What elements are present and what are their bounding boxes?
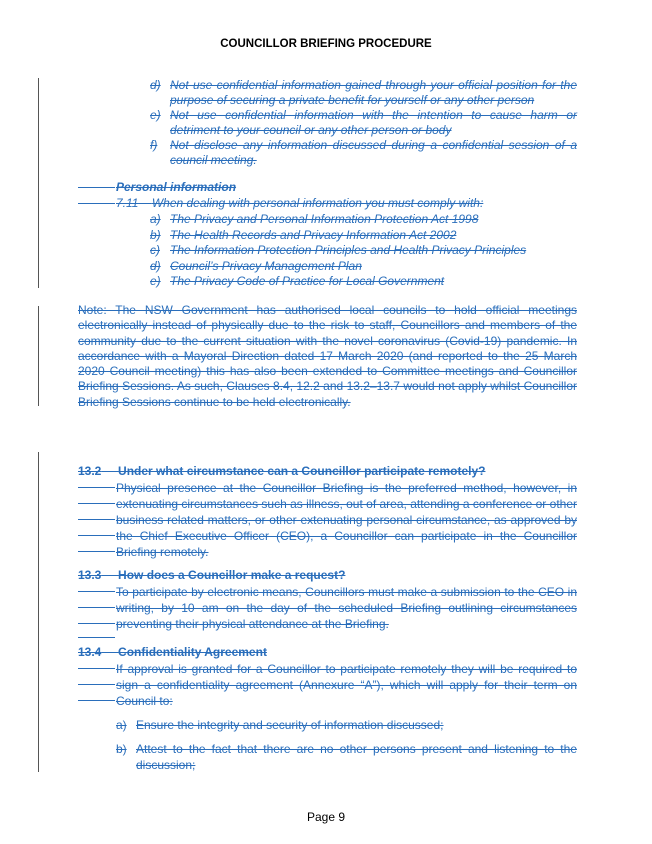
section-number: 13.4 [78, 645, 102, 659]
indent-line [78, 187, 115, 188]
indent-line [78, 684, 115, 685]
covid-note: Note: The NSW Government has authorised local councils to hold official meetings electronically instead of physically due to the risk to staff, Councillors and members of the community due to the current situation with the novel coronavirus (Covid-19) pandemic. In accordance with a Mayoral Direction dated 17 March 2020 (and reported to the 25 March 2020 Council meeting) this has also been extended to Committee meetings and Councillor Briefing Sessions. As such, Clauses 8.4, 12.2 and 13.2–13.7 would not apply whilst Councillor Briefing Sessions continue to be held electronically. [78, 303, 577, 409]
change-bar [38, 306, 39, 406]
item-text: The Privacy and Personal Information Protection Act 1998 [170, 212, 479, 226]
item-text: Council’s Privacy Management Plan [170, 258, 362, 273]
item-text: Ensure the integrity and security of information discussed; [136, 718, 444, 732]
section-13-4-heading [78, 645, 577, 660]
personal-list [150, 212, 577, 290]
indent-line [78, 203, 115, 204]
change-bar [38, 78, 39, 288]
section-13-3-body: To participate by electronic means, Councillors must make a submission to the CEO in writing, by 10 am on the day of the scheduled Briefing outlining circumstances preventing their physical attendance at the Briefing. [116, 585, 577, 631]
item-label: a) [150, 212, 161, 226]
indent-line [78, 591, 115, 592]
section-heading: Confidentiality Agreement [118, 645, 267, 659]
list-item [150, 138, 577, 168]
indent-line [78, 503, 115, 504]
section-13-4-body: If approval is granted for a Councillor to participate remotely they will be required to sign a confidentiality agreement (Annexure “A”), which will apply for their term on Council to: [116, 662, 577, 708]
list-item [150, 78, 577, 108]
item-text: The Privacy Code of Practice for Local Government [170, 274, 445, 288]
item-label: c) [150, 243, 160, 257]
indent-line [78, 668, 115, 669]
item-label: f) [150, 138, 158, 152]
item-label: b) [116, 742, 127, 756]
indent-line [78, 551, 115, 552]
list-item [150, 212, 577, 228]
list-item [150, 259, 577, 275]
item-label: d) [150, 78, 161, 92]
item-label: e) [150, 274, 161, 288]
list-item [116, 741, 577, 773]
list-item [150, 108, 577, 138]
personal-intro [116, 196, 483, 211]
indent-line [78, 700, 115, 701]
item-text: The Information Protection Principles and Health Privacy Principles [170, 243, 527, 257]
personal-number: 7.11 [116, 196, 139, 210]
item-text: Not use confidential information gained through your official position for the purpose of securing a private benefit for yourself or any other person [170, 78, 577, 107]
list-item [116, 717, 577, 733]
personal-heading: Personal information [116, 180, 237, 194]
section-13-3-heading [78, 568, 577, 583]
list-item [150, 274, 577, 290]
list-item [150, 243, 577, 259]
personal-intro-text: When dealing with personal information you must comply with: [151, 196, 484, 210]
section-number: 13.3 [78, 568, 102, 582]
item-label: d) [150, 258, 161, 273]
item-label: e) [150, 108, 161, 122]
page-header-title: COUNCILLOR BRIEFING PROCEDURE [220, 38, 432, 50]
page-number: Page 9 [306, 810, 346, 824]
indent-line [78, 637, 115, 638]
confidential-list [150, 78, 577, 168]
section-13-2-heading [78, 464, 577, 479]
indent-line [78, 519, 115, 520]
indent-line [78, 535, 115, 536]
item-label: a) [116, 718, 127, 732]
section-13-2-body: Physical presence at the Councillor Briefing is the preferred method, however, in extenuating circumstances such as illness, out of area, attending a conference or other business related matters, or other extenuating personal circumstance, as approved by the Chief Executive Officer (CEO), a Councillor can participate in the Councillor Briefing remotely. [116, 481, 577, 559]
list-item [150, 228, 577, 244]
section-heading: Under what circumstance can a Councillor participate remotely? [118, 464, 486, 478]
item-label: b) [150, 227, 161, 242]
item-text: Attest to the fact that there are no other persons present and listening to the discussion; [136, 742, 577, 772]
item-text: Not disclose any information discussed during a confidential session of a council meeting. [170, 138, 577, 167]
section-13-4-list [116, 717, 577, 773]
section-heading: How does a Councillor make a request? [118, 568, 346, 582]
item-text: Not use confidential information with the intention to cause harm or detriment to your council or any other person or body [170, 108, 577, 137]
item-text: The Health Records and Privacy Information Act 2002 [170, 227, 457, 242]
indent-line [78, 607, 115, 608]
section-number: 13.2 [78, 464, 102, 478]
indent-line [78, 487, 115, 488]
indent-line [78, 623, 115, 624]
change-bar [38, 452, 39, 772]
